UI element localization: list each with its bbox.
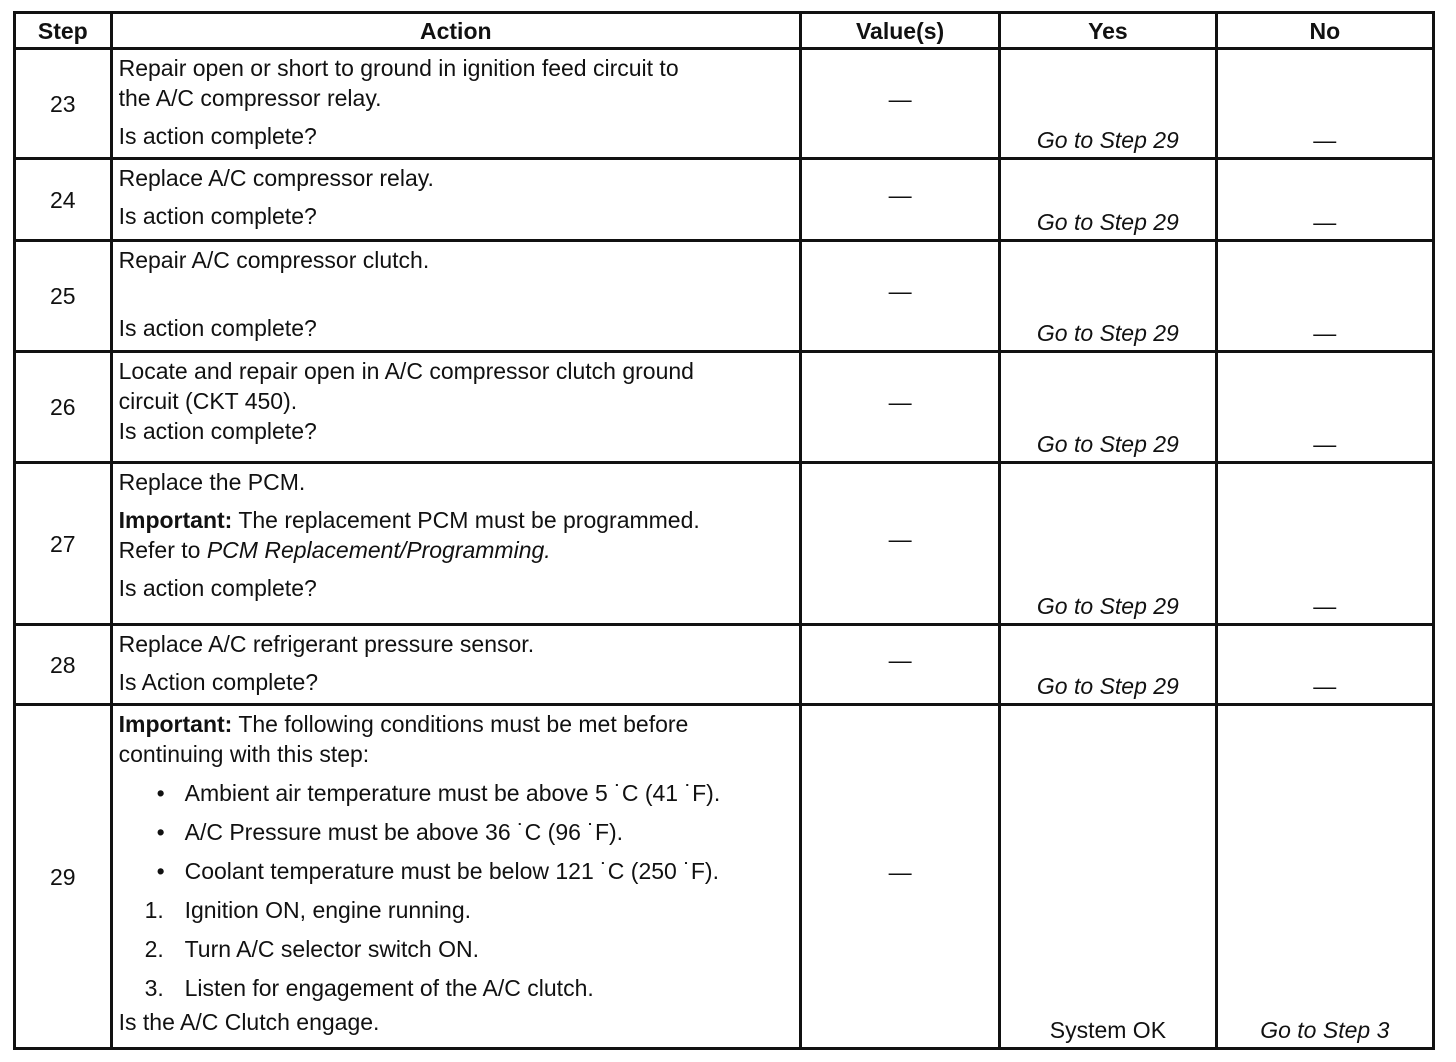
table-row: [15, 159, 1434, 241]
procedure-step-number: 1.: [144, 897, 164, 923]
action-question: Is action complete?: [118, 203, 317, 229]
diagnostic-table: [13, 11, 1435, 1050]
yes-cell: Go to Step 29: [1000, 463, 1216, 625]
action-question: Is action complete?: [118, 418, 317, 444]
action-text: Repair A/C compressor clutch.: [118, 247, 430, 273]
yes-cell: Go to Step 29: [1000, 625, 1216, 705]
header-action: Action: [111, 13, 800, 49]
procedure-step-number: 2.: [144, 936, 164, 962]
refer-line: [119, 535, 793, 565]
action-question: Is action complete?: [118, 315, 317, 341]
value-cell: —: [800, 625, 999, 705]
table-row: [15, 49, 1434, 159]
step-number: 25: [15, 241, 112, 352]
refer-link[interactable]: PCM Replacement/Programming.: [206, 537, 551, 563]
table-row: [15, 625, 1434, 705]
refer-text: Refer to: [118, 537, 201, 563]
action-cell: [111, 49, 800, 159]
condition-bullet: • A/C Pressure must be above 36 ˙C (96 ˙F).: [119, 817, 793, 847]
action-text: Repair open or short to ground in ignition feed circuit to: [118, 55, 679, 81]
action-cell: [111, 625, 800, 705]
step-number: 27: [15, 463, 112, 625]
header-row: [15, 13, 1434, 49]
action-cell: [111, 241, 800, 352]
condition-bullet: • Ambient air temperature must be above 5 ˙C (41 ˙F).: [119, 778, 793, 808]
value-cell: —: [800, 463, 999, 625]
procedure-step-text: Ignition ON, engine running.: [184, 897, 472, 923]
header-yes: Yes: [1000, 13, 1216, 49]
step-number: 23: [15, 49, 112, 159]
action-cell: [111, 159, 800, 241]
value-cell: —: [800, 352, 999, 463]
no-cell: —: [1216, 159, 1433, 241]
value-cell: —: [800, 705, 999, 1049]
yes-cell: Go to Step 29: [1000, 49, 1216, 159]
step-number: 28: [15, 625, 112, 705]
yes-cell: Go to Step 29: [1000, 241, 1216, 352]
action-text: Locate and repair open in A/C compressor clutch ground: [118, 358, 694, 384]
procedure-step-text: Turn A/C selector switch ON.: [184, 936, 480, 962]
important-label: Important:: [118, 711, 233, 737]
no-cell: —: [1216, 463, 1433, 625]
important-text: The replacement PCM must be programmed.: [238, 507, 700, 533]
procedure-step-text: Listen for engagement of the A/C clutch.: [184, 975, 594, 1001]
important-label: Important:: [118, 507, 233, 533]
no-cell: —: [1216, 352, 1433, 463]
value-cell: —: [800, 49, 999, 159]
action-text: Replace the PCM.: [118, 469, 306, 495]
header-step: Step: [15, 13, 112, 49]
step-number: 29: [15, 705, 112, 1049]
action-question: Is action complete?: [118, 123, 317, 149]
action-text: Replace A/C compressor relay.: [118, 165, 434, 191]
action-cell: [111, 463, 800, 625]
yes-cell: Go to Step 29: [1000, 352, 1216, 463]
no-cell: —: [1216, 49, 1433, 159]
action-cell: [111, 705, 800, 1049]
no-cell: Go to Step 3: [1216, 705, 1433, 1049]
important-note: [119, 709, 793, 739]
procedure-step: [119, 934, 793, 964]
table-row: [15, 352, 1434, 463]
header-value: Value(s): [800, 13, 999, 49]
action-question: Is the A/C Clutch engage.: [118, 1009, 380, 1035]
procedure-step-number: 3.: [144, 975, 164, 1001]
value-cell: —: [800, 159, 999, 241]
action-text: circuit (CKT 450).: [118, 388, 298, 414]
important-note: [119, 505, 793, 535]
yes-cell: System OK: [1000, 705, 1216, 1049]
no-cell: —: [1216, 625, 1433, 705]
no-cell: —: [1216, 241, 1433, 352]
step-number: 24: [15, 159, 112, 241]
value-cell: —: [800, 241, 999, 352]
procedure-step: [119, 895, 793, 925]
action-question: Is action complete?: [118, 575, 317, 601]
action-text: Replace A/C refrigerant pressure sensor.: [118, 631, 535, 657]
action-cell: [111, 352, 800, 463]
condition-bullet: • Coolant temperature must be below 121 ˙C (250 ˙F).: [119, 856, 793, 886]
procedure-step: [119, 973, 793, 1003]
header-no: No: [1216, 13, 1433, 49]
yes-cell: Go to Step 29: [1000, 159, 1216, 241]
table-row: [15, 463, 1434, 625]
step-number: 26: [15, 352, 112, 463]
important-text: The following conditions must be met before: [238, 711, 689, 737]
important-text-continued: continuing with this step:: [118, 741, 370, 767]
table-row: [15, 705, 1434, 1049]
action-question: Is Action complete?: [118, 669, 319, 695]
table-row: [15, 241, 1434, 352]
action-text: the A/C compressor relay.: [118, 85, 382, 111]
